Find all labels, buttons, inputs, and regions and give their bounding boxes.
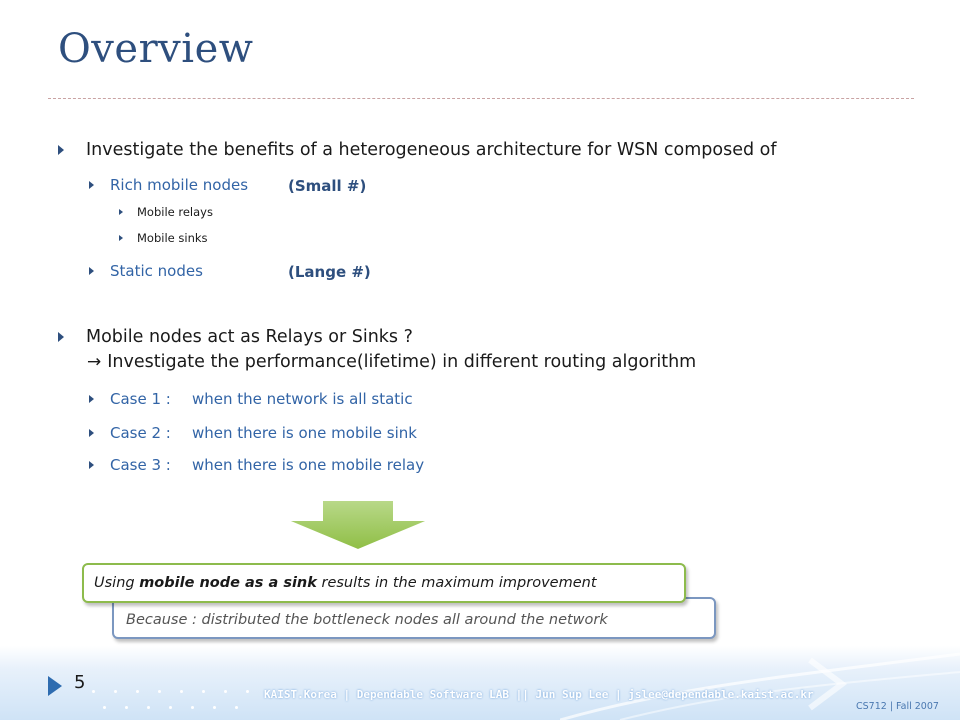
- bullet-text: Investigate the benefits of a heterogeneous architecture for WSN composed of: [86, 140, 777, 160]
- rich-quantity: (Small #): [288, 177, 367, 195]
- static-quantity: (Lange #): [288, 263, 371, 281]
- bullet-triangle-icon: [58, 332, 64, 342]
- conclusion-text-pre: Using: [94, 575, 140, 591]
- conclusion-text-post: results in the maximum improvement: [316, 575, 597, 591]
- continuation-text: Investigate the performance(lifetime) in different routing algorithm: [107, 352, 697, 372]
- sub-bullet-rich-mobile: [89, 176, 248, 194]
- case-label: Case 1 :: [110, 390, 171, 408]
- down-arrow-icon: [284, 498, 432, 552]
- sub-bullet-text: Static nodes: [110, 262, 203, 280]
- bullet-triangle-icon: [89, 181, 94, 189]
- bullet-triangle-icon: [119, 235, 123, 241]
- sub-sub-bullet-text: Mobile sinks: [137, 231, 208, 245]
- case-item-3: [89, 456, 424, 474]
- bullet-mobile-nodes: [58, 327, 413, 347]
- page-number: 5: [74, 672, 86, 693]
- case-text: when the network is all static: [192, 390, 413, 408]
- dot-pattern-decoration: [92, 688, 262, 716]
- sub-bullet-static: [89, 262, 203, 280]
- title-divider: [48, 98, 914, 99]
- case-item-1: [89, 390, 413, 408]
- conclusion-callout: [82, 563, 686, 603]
- course-label: CS712 | Fall 2007: [856, 701, 939, 712]
- reason-callout: Because : distributed the bottleneck nodes all around the network: [112, 597, 716, 639]
- conclusion-text-bold: mobile node as a sink: [139, 575, 317, 591]
- bullet-triangle-icon: [89, 429, 94, 437]
- sub-bullet-text: Rich mobile nodes: [110, 176, 249, 194]
- sub-sub-bullet-text: Mobile relays: [137, 205, 213, 219]
- bullet-triangle-icon: [89, 395, 94, 403]
- case-text: when there is one mobile relay: [192, 456, 425, 474]
- case-label: Case 3 :: [110, 456, 171, 474]
- bullet-triangle-icon: [58, 145, 64, 155]
- bullet-triangle-icon: [119, 209, 123, 215]
- sub-sub-bullet-sinks: [119, 231, 208, 245]
- bullet-triangle-icon: [89, 461, 94, 469]
- case-text: when there is one mobile sink: [192, 424, 417, 442]
- case-label: Case 2 :: [110, 424, 171, 442]
- footer-credits: KAIST.Korea | Dependable Software LAB || Jun Sup Lee | jslee@dependable.kaist.ac.kr: [264, 688, 814, 701]
- right-arrow-icon: →: [87, 352, 102, 372]
- play-triangle-icon: [48, 676, 62, 696]
- bullet-heterogeneous: [58, 140, 777, 160]
- case-item-2: [89, 424, 417, 442]
- bullet-continuation: [87, 352, 696, 372]
- sub-sub-bullet-relays: [119, 205, 213, 219]
- bullet-text: Mobile nodes act as Relays or Sinks ?: [86, 327, 413, 347]
- slide-title: Overview: [58, 26, 254, 72]
- bullet-triangle-icon: [89, 267, 94, 275]
